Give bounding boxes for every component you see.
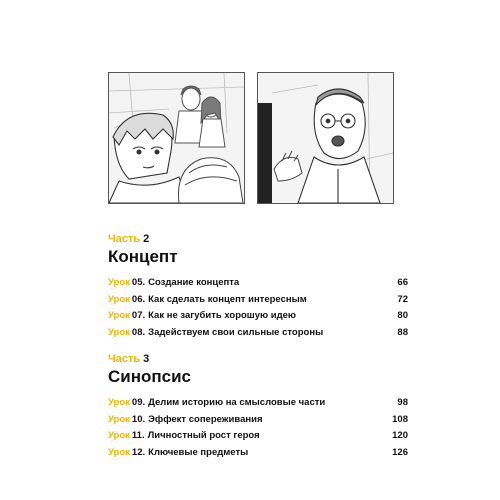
lesson-entry[interactable] xyxy=(108,445,408,460)
part-number: 3 xyxy=(143,353,150,365)
lesson-number: 06. xyxy=(131,293,146,305)
part-label xyxy=(108,232,408,246)
lesson-entry[interactable] xyxy=(108,292,408,307)
lesson-number: 10. xyxy=(131,413,146,425)
lesson-title: Как сделать концепт интересным xyxy=(148,293,307,305)
lesson-word: Урок xyxy=(108,430,130,442)
lesson-entry[interactable] xyxy=(108,428,408,443)
lesson-entry[interactable] xyxy=(108,412,408,427)
lesson-number: 12. xyxy=(131,446,146,458)
lesson-word: Урок xyxy=(108,446,130,458)
manga-panel-surprised-man xyxy=(258,73,393,203)
lesson-title: Ключевые предметы xyxy=(148,446,249,458)
lesson-entry[interactable] xyxy=(108,275,408,290)
lesson-number: 09. xyxy=(131,397,146,408)
lesson-title: Создание концепта xyxy=(148,277,240,288)
lesson-entry[interactable] xyxy=(108,325,408,340)
lesson-page: 108 xyxy=(392,413,408,425)
lesson-list xyxy=(108,275,408,340)
lesson-page: 98 xyxy=(397,397,408,408)
lesson-word: Урок xyxy=(108,413,130,425)
lesson-title: Эффект сопереживания xyxy=(148,413,263,425)
lesson-number: 05. xyxy=(131,277,146,288)
lesson-title: Личностный рост героя xyxy=(147,430,260,442)
lesson-word: Урок xyxy=(108,310,130,322)
lesson-entry[interactable] xyxy=(108,308,408,323)
lesson-page: 126 xyxy=(392,446,408,458)
lesson-title: Как не загубить хорошую идею xyxy=(148,310,297,322)
part-title: Концепт xyxy=(108,247,178,266)
part-label xyxy=(108,352,408,366)
lesson-page: 88 xyxy=(397,326,408,338)
manga-panel-boy-and-couple xyxy=(109,73,244,203)
lesson-number: 11. xyxy=(131,430,145,442)
lesson-list xyxy=(108,395,408,460)
part-title: Синопсис xyxy=(108,367,192,386)
lesson-title: Задействуем свои сильные стороны xyxy=(148,326,324,338)
lesson-word: Урок xyxy=(108,397,130,408)
part-section xyxy=(108,232,408,341)
lesson-number: 07. xyxy=(131,310,146,322)
part-word: Часть xyxy=(108,233,141,245)
manga-illustration-right xyxy=(257,72,394,204)
lesson-number: 08. xyxy=(131,326,146,338)
part-number: 2 xyxy=(143,233,150,245)
lesson-page: 120 xyxy=(392,430,408,442)
part-section xyxy=(108,352,408,461)
lesson-word: Урок xyxy=(108,277,130,288)
lesson-page: 80 xyxy=(397,310,408,322)
part-word: Часть xyxy=(108,353,141,365)
lesson-page: 72 xyxy=(397,293,408,305)
lesson-page: 66 xyxy=(397,277,408,288)
manga-illustration-left xyxy=(108,72,245,204)
lesson-word: Урок xyxy=(108,293,130,305)
lesson-entry[interactable] xyxy=(108,395,408,410)
lesson-word: Урок xyxy=(108,326,130,338)
lesson-title: Делим историю на смысловые части xyxy=(148,397,326,408)
